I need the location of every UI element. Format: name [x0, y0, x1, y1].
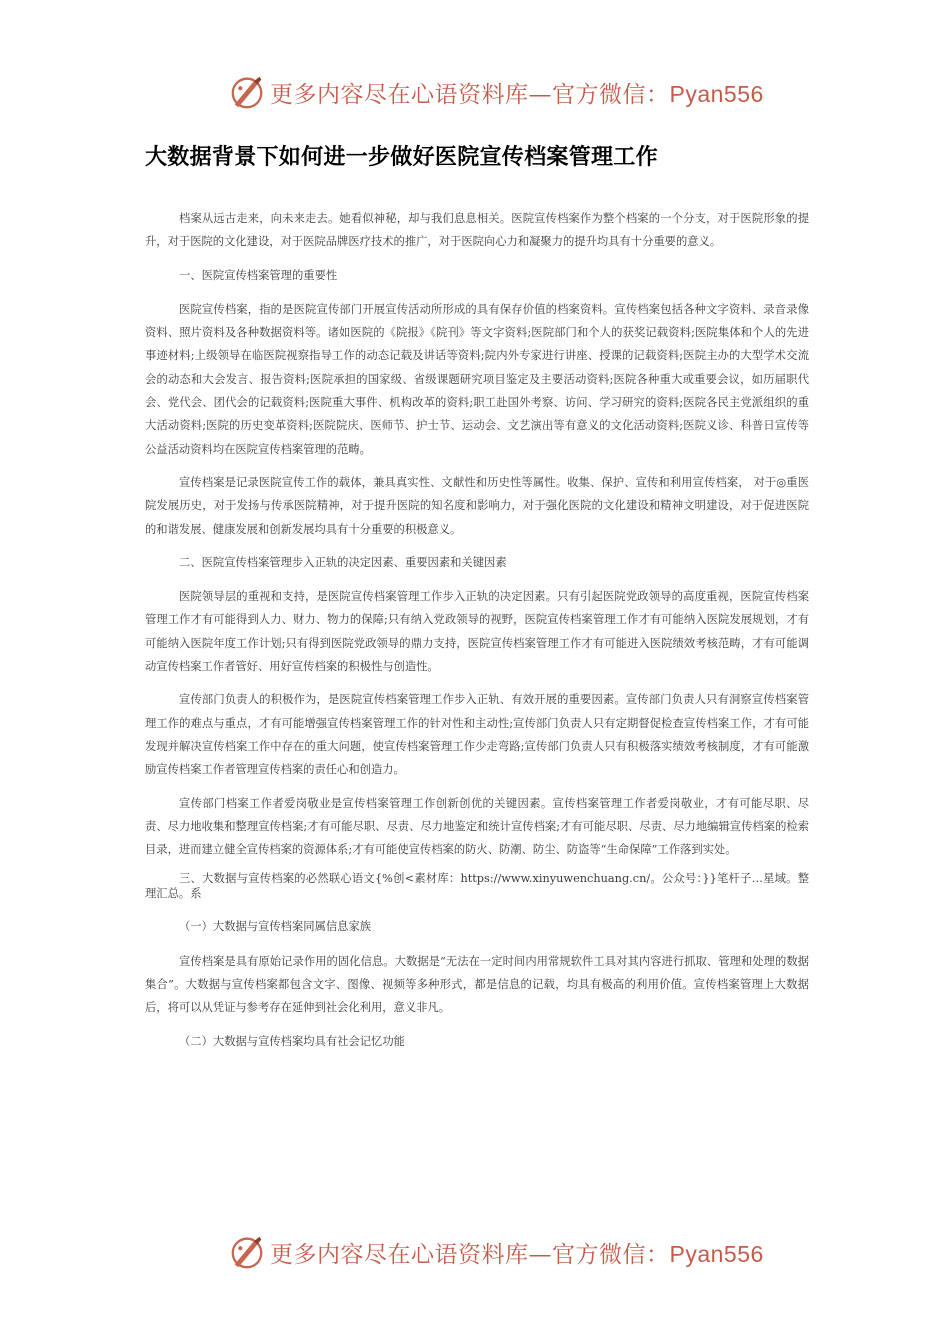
- banner-text: [270, 76, 764, 109]
- subsection-heading-2: （二）大数据与宣传档案均具有社会记忆功能: [179, 1034, 405, 1048]
- paragraph: 医院宣传档案，指的是医院宣传部门开展宣传活动所形成的具有保存价值的档案资料。宣传档案包括各种文字资料、录音录像资料、照片资料及各种数据资料等。诸如医院的《院报》《院刊》等文字资料;医院部门和个人的获奖记载资料;医院集体和个人的先进事迹材料;上级领导在临医院视察指导工作的动态记载及讲话等资料;院内外专家进行讲座、授课的记载资料;医院主办的大型学术交流会的动态和大会发言、报告资料;医院承担的国家级、省级课题研究项目鉴定及主要活动资料;医院各种重大或重要会议，如历届职代会、党代会、团代会的记载资料;医院重大事件、机构改革的资料;职工赴国外考察、访问、学习研究的资料;医院各民主党派组织的重大活动资料;医院的历史变革资料;医院院庆、医师节、护士节、运动会、文艺演出等有意义的文化活动资料;医院义诊、科普日宣传等公益活动资料均在医院宣传档案管理的范畴。: [145, 302, 809, 456]
- banner-dash: —: [528, 81, 552, 108]
- banner-text: [270, 1236, 764, 1269]
- banner-dash: —: [528, 1241, 552, 1268]
- banner-wechat-id: Pyan556: [669, 1240, 764, 1267]
- paragraph-intro: 档案从远古走来，向未来走去。她看似神秘，却与我们息息相关。医院宣传档案作为整个档案的一个分支，对于医院形象的提升，对于医院的文化建设，对于医院品牌医疗技术的推广，对于医院向心力和凝聚力的提升均具有十分重要的意义。: [145, 212, 809, 249]
- document-title: 大数据背景下如何进一步做好医院宣传档案管理工作: [145, 145, 658, 170]
- paragraph: 医院领导层的重视和支持，是医院宣传档案管理工作步入正轨的决定因素。只有引起医院党政领导的高度重视，医院宣传档案管理工作才有可能得到人力、财力、物力的保障;只有纳入党政领导的视野，医院宣传档案管理工作才有可能纳入医院发展规划，才有可能纳入医院年度工作计划;只有得到医院党政领导的鼎力支持，医院宣传档案管理工作才有可能进入医院绩效考核范畴，才有可能调动宣传档案工作者管好、用好宣传档案的积极性与创造性。: [145, 590, 809, 674]
- banner-main: 更多内容尽在心语资料库: [270, 1241, 529, 1268]
- banner-official: 官方微信：: [552, 1241, 670, 1268]
- pen-logo-icon: [228, 73, 266, 111]
- pen-logo-icon: [228, 1233, 266, 1271]
- subsection-heading-1: （一）大数据与宣传档案同属信息家族: [179, 920, 372, 934]
- header-banner: [228, 72, 764, 112]
- section-heading-1: 一、医院宣传档案管理的重要性: [179, 268, 338, 282]
- document-body: [145, 207, 809, 1053]
- banner-official: 官方微信：: [552, 81, 670, 108]
- paragraph: 宣传部门负责人的积极作为，是医院宣传档案管理工作步入正轨、有效开展的重要因素。宣传部门负责人只有洞察宣传档案管理工作的难点与重点，才有可能增强宣传档案管理工作的针对性和主动性;宣传部门负责人只有定期督促检查宣传档案工作，才有可能发现并解决宣传档案工作中存在的重大问题，使宣传档案管理工作少走弯路;宣传部门负责人只有积极落实绩效考核制度，才有可能激励宣传档案工作者管理宣传档案的责任心和创造力。: [145, 693, 809, 777]
- banner-wechat-id: Pyan556: [669, 80, 764, 107]
- paragraph: 宣传部门档案工作者爱岗敬业是宣传档案管理工作创新创优的关键因素。宣传档案管理工作者爱岗敬业，才有可能尽职、尽责、尽力地收集和整理宣传档案;才有可能尽职、尽责、尽力地鉴定和统计宣传档案;才有可能尽职、尽责、尽力地编辑宣传档案的检索目录，进而建立健全宣传档案的资源体系;才有可能使宣传档案的防火、防潮、防尘、防盗等“生命保障”工作落到实处。: [145, 796, 809, 857]
- footer-banner: [228, 1232, 764, 1272]
- paragraph: 宣传档案是具有原始记录作用的固化信息。大数据是“无法在一定时间内用常规软件工具对其内容进行抓取、管理和处理的数据集合”。大数据与宣传档案都包含文字、图像、视频等多种形式，都是信息的记载，均具有极高的利用价值。宣传档案管理上大数据后，将可以从凭证与参考存在延伸到社会化利用，意义非凡。: [145, 954, 809, 1015]
- banner-main: 更多内容尽在心语资料库: [270, 81, 529, 108]
- section-heading-2: 二、医院宣传档案管理步入正轨的决定因素、重要因素和关键因素: [179, 555, 507, 569]
- section-heading-3: 三、大数据与宣传档案的必然联心语文{%创<素材库：https://www.xinyuwenchuang.cn/。公众号：}}笔杆子…星域。整理汇总。系: [145, 872, 809, 901]
- paragraph: 宣传档案是记录医院宣传工作的载体，兼具真实性、文献性和历史性等属性。收集、保护、宣传和利用宣传档案， 对于◎重医院发展历史，对于发扬与传承医院精神，对于提升医院的知名度和影响力，对于强化医院的文化建设和精神文明建设，对于促进医院的和谐发展、健康发展和创新发展均具有十分重要的积极意义。: [145, 475, 809, 536]
